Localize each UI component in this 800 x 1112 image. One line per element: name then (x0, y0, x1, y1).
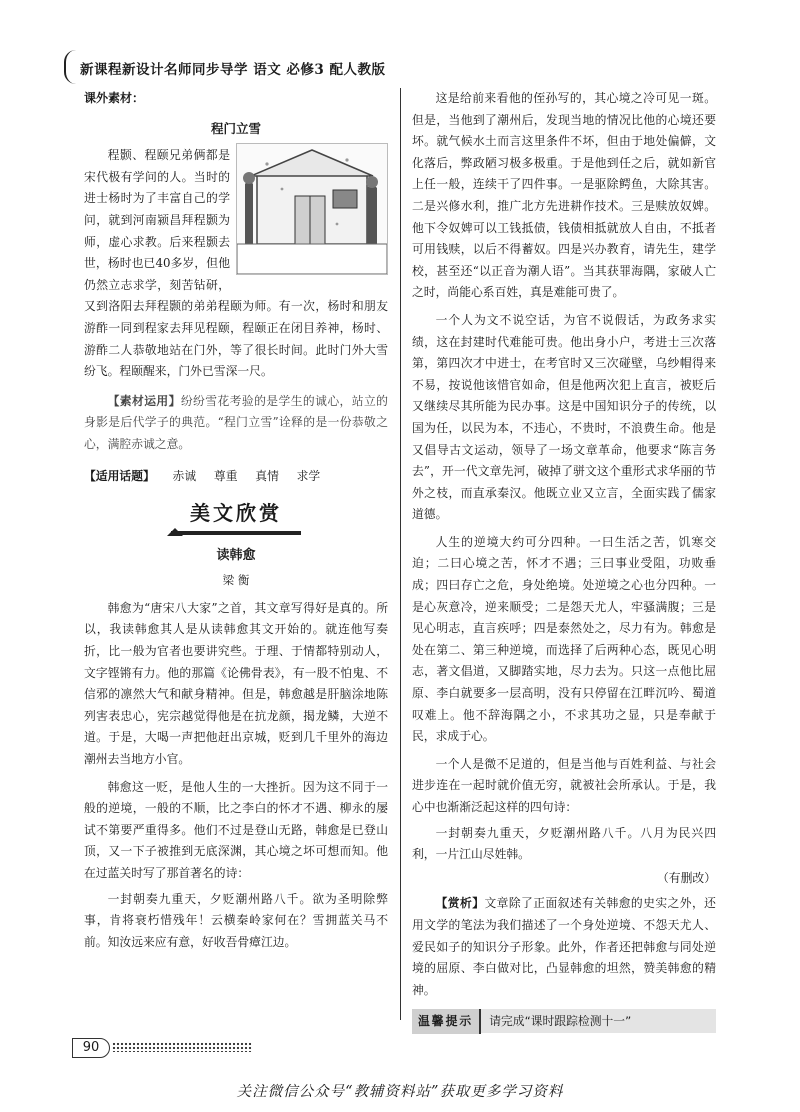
tip-bar (412, 1009, 716, 1033)
usage-tag: 【素材运用】 (107, 393, 181, 408)
page-number-block (72, 1038, 254, 1058)
story-illustration (236, 143, 388, 275)
story-block (84, 145, 388, 383)
article-title: 读韩愈 (216, 547, 256, 563)
header-bracket (64, 50, 80, 84)
article-paragraph: 一个人是微不足道的，但是当他与百姓利益、与社会进步连在一起时就价值无穷，就被社会所承认。于是，我心中也渐渐泛起这样的四句诗： (412, 756, 716, 814)
story-title: 程门立雪 (210, 120, 261, 136)
appraise-tag: 【赏析】 (435, 896, 485, 911)
material-label: 课外素材： (84, 91, 145, 105)
banner-underline (171, 531, 301, 535)
topic-item: 求学 (296, 468, 321, 483)
page-dots-decoration (112, 1042, 252, 1052)
topics-tag: 【适用话题】 (84, 468, 155, 483)
article-paragraph: 人生的逆境大约可分四种。一曰生活之苦，饥寒交迫；二曰心境之苦，怀才不遇；三曰事业受阻，功败垂成；四曰存亡之危，身处绝境。处逆境之心也分四种。一是心灰意冷，逆来顺受；二是怨天尤人，牢骚满腹；三是见心明志，直言疾呼；四是泰然处之，尽力有为。韩愈是处在第二、第三种逆境，而选择了后两种心态，既见心明志，著文倡道，又脚踏实地，尽力去为。只这一点他比屈原、李白就要多一层高明，没有只停留在江畔沉吟、蜀道叹难上。他不辞海隅之小，不求其功之显，只是奉献于民，求成于心。 (412, 534, 716, 744)
running-header: 新课程新设计名师同步导学 语文 必修3 配人教版 (80, 62, 386, 78)
article-author: 梁 衡 (222, 573, 250, 588)
article-paragraph: 韩愈这一贬，是他人生的一大挫折。因为这不同于一般的逆境，一般的不顺，比之李白的怀才不遇、柳永的屡试不第要严重得多。他们不过是登山无路，韩愈是已登山顶，又一下子被推到无底深渊，其心境之坏可想而知。他在过蓝关时写了那首著名的诗： (84, 779, 388, 880)
poem: 一封朝奏九重天，夕贬潮州路八千。欲为圣明除弊事，肯将衰朽惜残年！云横秦岭家何在？雪拥蓝关马不前。知汝远来应有意，好收吾骨瘴江边。 (84, 891, 388, 949)
right-column (412, 88, 716, 1033)
article-paragraph: 一个人为文不说空话，为官不说假话，为政务求实绩，这在封建时代难能可贵。他出身小户，考进士三次落第，第四次才中进士，在考官时又三次碰壁，乌纱帽得来不易，按说他该惜官如命，但是他两次犯上直言，被贬后又继续尽其所能为民办事。这是中国知识分子的传统，以国为任，以民为本，不违心，不贵时，不浪费生命。他是又倡导古文运动，领导了一场文章革命，他要求“陈言务去”，开一代文章先河，破掉了骈文这个重形式求华丽的节外之枝，而直承秦汉。他既立业又立言，全面实践了儒家道德。 (412, 312, 716, 522)
topic-item: 尊重 (213, 468, 238, 483)
edit-note: （有删改） (657, 870, 716, 885)
article-paragraph: 这是给前来看他的侄孙写的，其心境之冷可见一斑。但是，当他到了潮州后，发现当地的情况比他的心境还要坏。就气候水土而言这里条件不坏，但由于地处偏僻，文化落后，弊政陋习极多极重。于是他到任之后，就如新官上任一般，连续干了四件事。一是驱除鳄鱼，大除其害。二是兴修水利，推广北方先进耕作技术。三是赎放奴婢。他下令奴婢可以工钱抵债，钱债相抵就放人自由，不抵者可用钱赎，以后不得蓄奴。四是兴办教育，请先生，建学校，甚至还“以正音为潮人语”。当其获罪海隅，家破人亡之时，尚能心系百姓，真是难能可贵了。 (412, 91, 716, 300)
tip-label: 温馨提示 (412, 1009, 481, 1035)
poem: 一封朝奏九重天，夕贬潮州路八千。八月为民兴四利，一片江山尽姓韩。 (412, 825, 716, 862)
story-paragraph: 程颢、程颐兄弟俩都是宋代极有学问的人。当时的进士杨时为了丰富自己的学问，就到河南颍昌拜程颢为师，虚心求教。后来程颢去世，杨时也已40多岁，但他仍然立志求学，刻苦钻研，又到洛阳去拜程颢的弟弟程颐为师。有一次，杨时和朋友游酢一同到程家去拜见程颐，程颐正在闭目养神，杨时、游酢二人恭敬地站在门外，等了很长时间。此时门外大雪纷飞。程颐醒来，门外已雪深一尺。 (84, 148, 388, 379)
page-number: 90 (72, 1038, 110, 1058)
appraise-paragraph (412, 893, 716, 1001)
section-banner-title: 美文欣赏 (190, 501, 282, 526)
usage-paragraph (84, 391, 388, 456)
topic-item: 赤诚 (172, 468, 197, 483)
snow-scene-illustration (237, 144, 387, 274)
topics-line (84, 466, 388, 488)
appraise-text: 文章除了正面叙述有关韩愈的史实之外，还用文学的笔法为我们描述了一个身处逆境、不怨天尤人、爱民如子的知识分子形象。此外，作者还把韩愈与同处逆境的屈原、李白做对比，凸显韩愈的坦然，赞美韩愈的精神。 (412, 896, 716, 997)
section-banner (161, 499, 311, 535)
usage-text: 纷纷雪花考验的是学生的诚心，站立的身影是后代学子的典范。“程门立雪”诠释的是一份恭敬之心，满腔赤诚之意。 (84, 393, 388, 451)
banner-triangle (167, 528, 183, 536)
footer-note: 关注微信公众号“教辅资料站”获取更多学习资料 (236, 1084, 564, 1100)
topic-item: 真情 (255, 468, 279, 483)
tip-text: 请完成“课时跟踪检测十一” (489, 1013, 632, 1028)
column-divider (400, 88, 401, 1020)
article-paragraph: 韩愈为“唐宋八大家”之首，其文章写得好是真的。所以，我读韩愈其人是从读韩愈其文开始的。就连他写奏折，比一般为官者也要讲究些。于理、于情都特别动人，文字铿锵有力。他的那篇《论佛骨表》，有一股不怕鬼、不信邪的凛然大气和献身精神。但是，韩愈越是肝脑涂地陈列害表忠心，宪宗越觉得他是在抗龙颜，揭龙鳞，大逆不道。于是，大喝一声把他赶出京城，贬到几千里外的海边潮州去当地方小官。 (84, 600, 388, 767)
left-column (84, 88, 388, 953)
